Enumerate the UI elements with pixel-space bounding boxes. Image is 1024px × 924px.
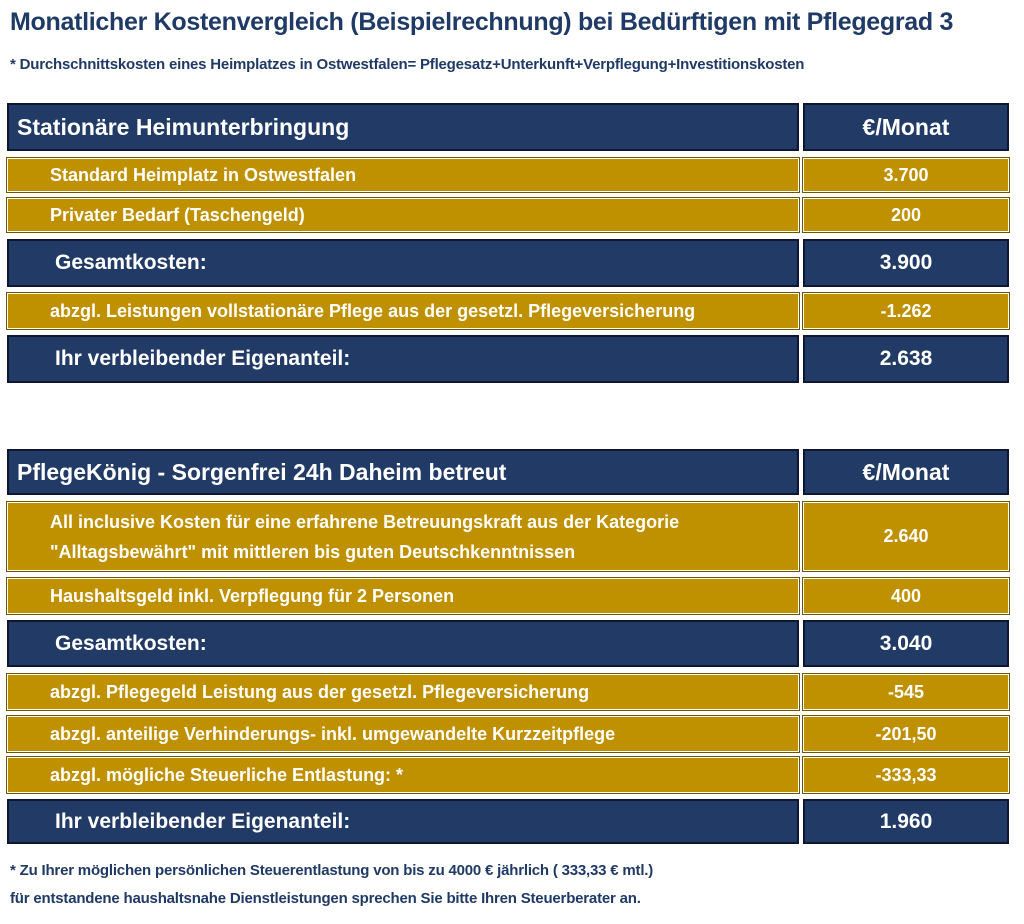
- unit-heading: €/Monat: [803, 103, 1009, 151]
- table-row: [7, 293, 1009, 329]
- row-label: Standard Heimplatz in Ostwestfalen: [7, 158, 799, 192]
- own-share-label: Ihr verbleibender Eigenanteil:: [7, 335, 799, 383]
- table-row: [7, 674, 1009, 710]
- footnote-line-1: * Zu Ihrer möglichen persönlichen Steuerentlastung von bis zu 4000 € jährlich ( 333,33 € mtl.): [10, 862, 654, 879]
- row-label: Privater Bedarf (Taschengeld): [7, 198, 799, 232]
- own-share-value: 1.960: [803, 799, 1009, 844]
- row-label: abzgl. mögliche Steuerliche Entlastung: *: [7, 757, 799, 793]
- table-row: [7, 198, 1009, 232]
- table-heading: PflegeKönig - Sorgenfrei 24h Daheim betreut: [7, 449, 799, 495]
- row-label: All inclusive Kosten für eine erfahrene Betreuungskraft aus der Kategorie "Alltagsbewährt" mit mittleren bis guten Deutschkenntnissen: [7, 502, 799, 571]
- table-row: [7, 578, 1009, 614]
- row-value: 2.640: [803, 502, 1009, 571]
- table-row: [7, 757, 1009, 793]
- table-row: [7, 158, 1009, 192]
- row-label: Haushaltsgeld inkl. Verpflegung für 2 Personen: [7, 578, 799, 614]
- table-header-row: [7, 103, 1009, 151]
- footnote-line-2: für entstandene haushaltsnahe Dienstleistungen sprechen Sie bitte Ihren Steuerberater an.: [10, 890, 641, 907]
- table-header-row: [7, 449, 1009, 495]
- unit-heading: €/Monat: [803, 449, 1009, 495]
- total-label: Gesamtkosten:: [7, 239, 799, 287]
- row-label: abzgl. anteilige Verhinderungs- inkl. umgewandelte Kurzzeitpflege: [7, 716, 799, 752]
- total-value: 3.040: [803, 620, 1009, 667]
- row-label: abzgl. Leistungen vollstationäre Pflege aus der gesetzl. Pflegeversicherung: [7, 293, 799, 329]
- own-share-label: Ihr verbleibender Eigenanteil:: [7, 799, 799, 844]
- row-value: -201,50: [803, 716, 1009, 752]
- table-row: [7, 502, 1009, 571]
- row-label: abzgl. Pflegegeld Leistung aus der gesetzl. Pflegeversicherung: [7, 674, 799, 710]
- page-title: Monatlicher Kostenvergleich (Beispielrechnung) bei Bedürftigen mit Pflegegrad 3: [10, 8, 954, 36]
- total-value: 3.900: [803, 239, 1009, 287]
- table-heading: Stationäre Heimunterbringung: [7, 103, 799, 151]
- own-share-value: 2.638: [803, 335, 1009, 383]
- row-value: -1.262: [803, 293, 1009, 329]
- own-share-row: [7, 799, 1009, 844]
- total-row: [7, 620, 1009, 667]
- row-value: -333,33: [803, 757, 1009, 793]
- own-share-row: [7, 335, 1009, 383]
- row-value: -545: [803, 674, 1009, 710]
- page-subtitle: * Durchschnittskosten eines Heimplatzes in Ostwestfalen= Pflegesatz+Unterkunft+Verpflegung+Investitionskosten: [10, 56, 805, 73]
- row-value: 400: [803, 578, 1009, 614]
- total-label: Gesamtkosten:: [7, 620, 799, 667]
- total-row: [7, 239, 1009, 287]
- table-row: [7, 716, 1009, 752]
- row-value: 200: [803, 198, 1009, 232]
- row-value: 3.700: [803, 158, 1009, 192]
